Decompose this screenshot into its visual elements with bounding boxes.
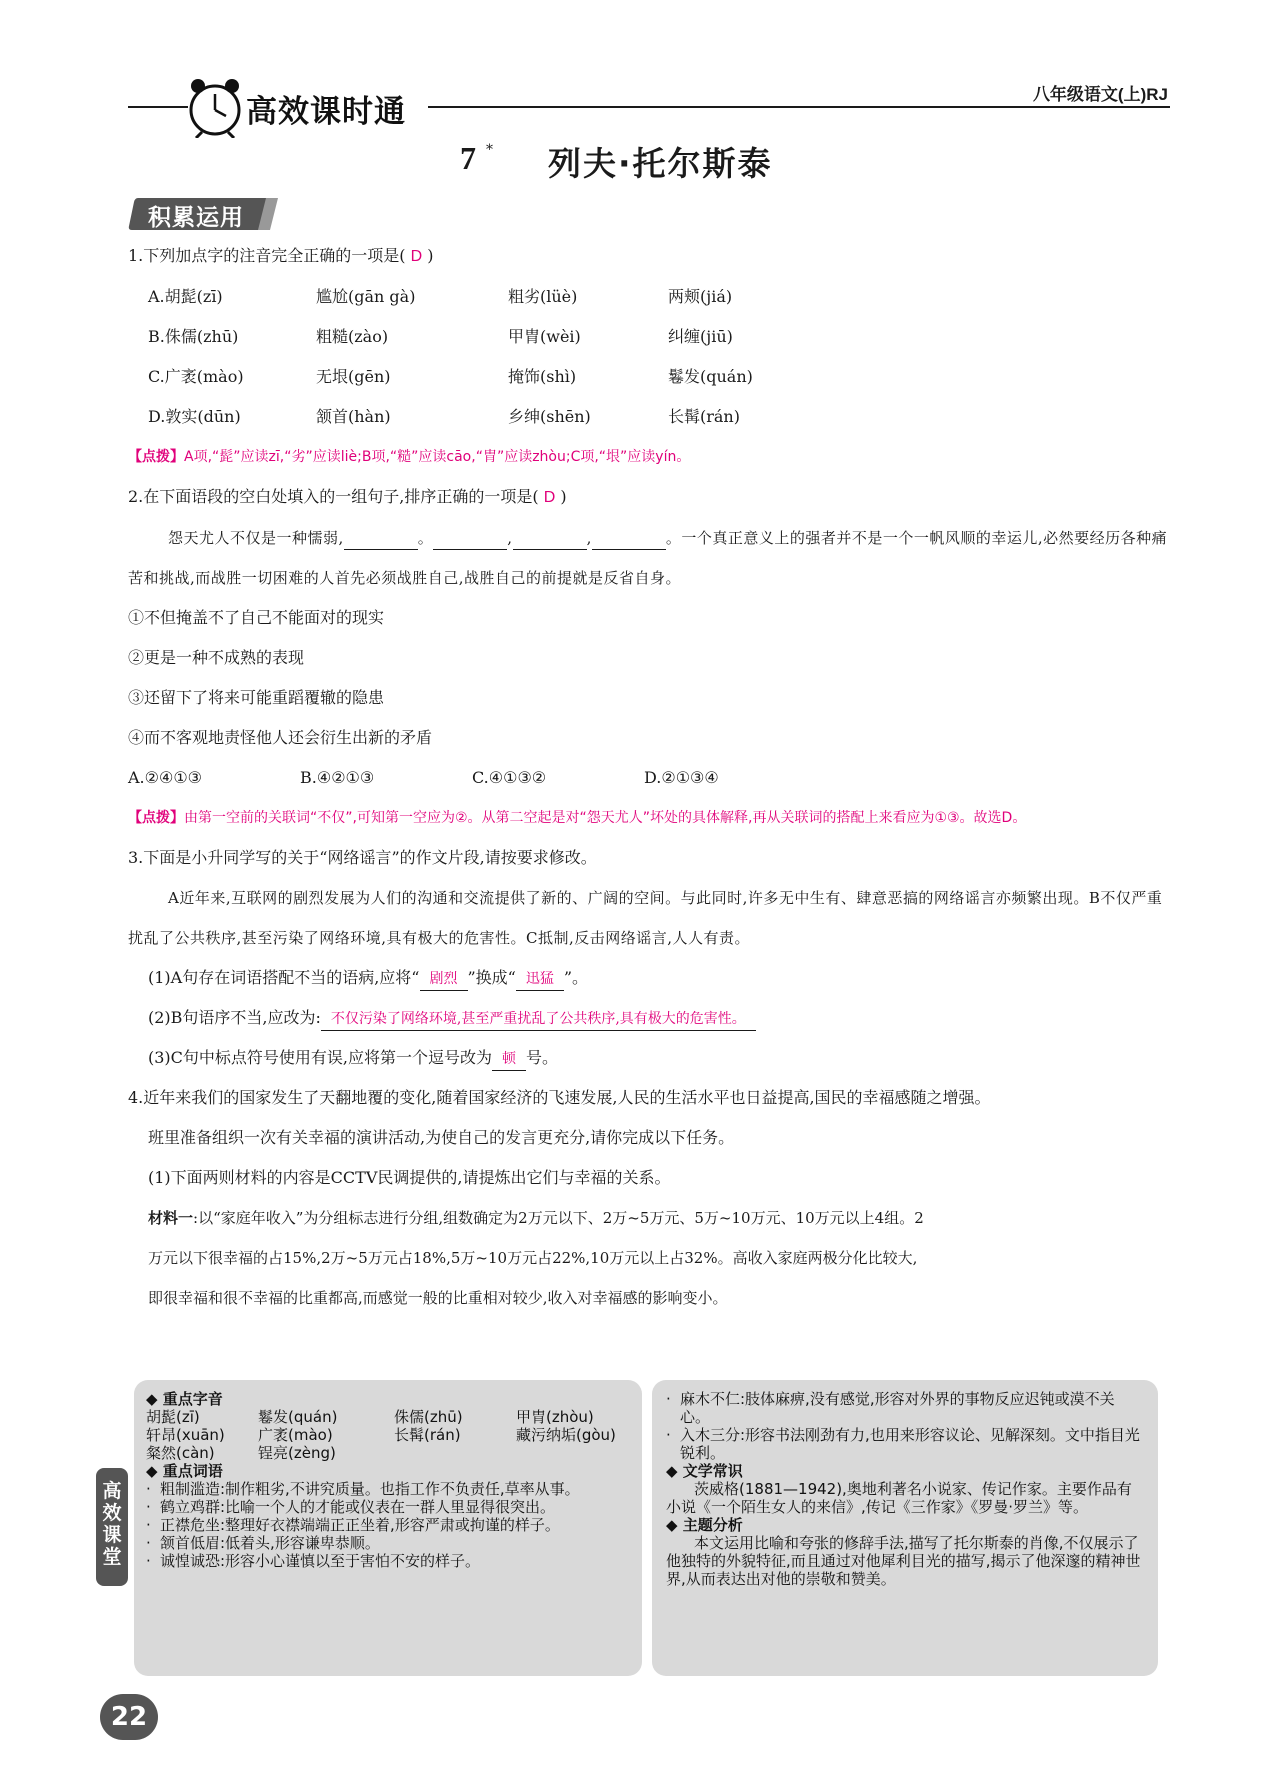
question-3-stem: 3.下面是小升同学写的关于“网络谣言”的作文片段,请按要求修改。	[128, 848, 597, 867]
question-1-option-row: D.敦实(dūn) 颔首(hàn) 乡绅(shēn) 长髯(rán)	[148, 407, 740, 426]
question-4-stem-cont: 班里准备组织一次有关幸福的演讲活动,为使自己的发言更充分,请你完成以下任务。	[148, 1128, 735, 1147]
literature-text: 茨威格(1881—1942),奥地利著名小说家、传记作家。主要作品有小说《一个陌生女人的来信》,传记《三作家》《罗曼·罗兰》等。	[666, 1480, 1132, 1516]
question-1-answer: D	[410, 248, 423, 265]
heading-literature: ◆ 文学常识	[666, 1462, 1144, 1480]
question-1-tip: 【点拨】A项,“髭”应读zī,“劣”应读liè;B项,“糙”应读cāo,“胄”应读zhòu;C项,“垠”应读yín。	[128, 449, 691, 465]
question-3-sub-1: (1)A句存在词语搭配不当的语病,应将“ 剧烈 ”换成“ 迅猛 ”。	[128, 958, 1170, 998]
question-1-stem: 1.下列加点字的注音完全正确的一项是( D )	[128, 246, 434, 265]
alarm-clock-icon	[186, 74, 244, 138]
lesson-number: 7	[460, 140, 476, 176]
question-1-option-row: A.胡髭(zī) 尴尬(gān gà) 粗劣(lüè) 两颊(jiá)	[148, 287, 733, 306]
heading-theme: ◆ 主题分析	[666, 1516, 1144, 1534]
page-number: 22	[100, 1694, 158, 1740]
header-rule-right	[428, 106, 1170, 108]
knowledge-box-right	[652, 1380, 1158, 1676]
lesson-title: 列夫·托尔斯泰	[548, 144, 773, 183]
question-4-sub-1: (1)下面两则材料的内容是CCTV民调提供的,请提炼出它们与幸福的关系。	[148, 1168, 671, 1187]
list-item: · 入木三分:形容书法刚劲有力,也用来形容议论、见解深刻。文中指目光锐利。	[666, 1426, 1144, 1462]
question-3-sub-2: (2)B句语序不当,应改为: 不仅污染了网络环境,甚至严重扰乱了公共秩序,具有极大的危害性。	[128, 998, 1170, 1038]
question-2-sentence: ①不但掩盖不了自己不能面对的现实	[128, 608, 385, 627]
question-2-sentence: ④而不客观地责怪他人还会衍生出新的矛盾	[128, 728, 433, 747]
heading-pronunciation: ◆ 重点字音	[146, 1390, 630, 1408]
knowledge-box-left	[134, 1380, 642, 1676]
list-item: · 诚惶诚恐:形容小心谨慎以至于害怕不安的样子。	[146, 1552, 630, 1570]
question-1-option-row: C.广袤(mào) 无垠(gēn) 掩饰(shì) 鬈发(quán)	[148, 367, 753, 386]
question-2-tip: 【点拨】由第一空前的关联词“不仅”,可知第一空应为②。从第二空起是对“怨天尤人”坏处的具体解释,再从关联词的搭配上来看应为①③。故选D。	[128, 810, 1027, 826]
key-words-list-cont	[666, 1390, 1144, 1462]
header-rule-left	[128, 106, 188, 108]
side-tab: 高效课堂	[96, 1468, 128, 1586]
question-3-sub-3: (3)C句中标点符号使用有误,应将第一个逗号改为 顿 号。	[128, 1038, 1170, 1078]
list-item: · 颔首低眉:低着头,形容谦卑恭顺。	[146, 1534, 630, 1552]
pronunciation-grid: 胡髭(zī) 鬈发(quán) 侏儒(zhū) 甲胄(zhòu) 轩昂(xuān) 广袤(mào) 长髯(rán) 藏污纳垢(gòu) 粲然(càn) 锃亮(zèng)	[146, 1408, 616, 1462]
book-label: 八年级语文(上)RJ	[1032, 85, 1168, 104]
question-2-answer: D	[543, 489, 556, 506]
brand-logo-text: 高效课时通	[246, 94, 406, 130]
list-item: · 粗制滥造:制作粗劣,不讲究质量。也指工作不负责任,草率从事。	[146, 1480, 630, 1498]
question-2-choices: A.②④①③ B.④②①③ C.④①③② D.②①③④	[128, 768, 719, 787]
lesson-star: *	[486, 142, 493, 158]
question-2-passage: 怨天尤人不仅是一种懦弱, 。 , , 。一个真正意义上的强者并不是一个一帆风顺的幸运儿,必然要经历各种痛苦和挑战,而战胜一切困难的人首先必须战胜自己,战胜自己的前提就是反省自身。	[128, 529, 1168, 587]
theme-text: 本文运用比喻和夸张的修辞手法,描写了托尔斯泰的肖像,不仅展示了他独特的外貌特征,而且通过对他犀利目光的描写,揭示了他深邃的精神世界,从而表达出对他的崇敬和赞美。	[666, 1534, 1141, 1588]
list-item: · 正襟危坐:整理好衣襟端端正正坐着,形容严肃或拘谨的样子。	[146, 1516, 630, 1534]
section-tag-label: 积累运用	[148, 205, 244, 231]
question-3-passage: A近年来,互联网的剧烈发展为人们的沟通和交流提供了新的、广阔的空间。与此同时,许多无中生有、肆意恶搞的网络谣言亦频繁出现。B不仅严重扰乱了公共秩序,甚至污染了网络环境,具有极大的危害性。C抵制,反击网络谣言,人人有责。	[128, 889, 1163, 947]
question-4-stem: 4.近年来我们的国家发生了天翻地覆的变化,随着国家经济的飞速发展,人民的生活水平也日益提高,国民的幸福感随之增强。	[128, 1088, 991, 1107]
question-2-stem: 2.在下面语段的空白处填入的一组句子,排序正确的一项是( D )	[128, 487, 567, 506]
key-words-list	[146, 1480, 630, 1570]
list-item: · 麻木不仁:肢体麻痹,没有感觉,形容对外界的事物反应迟钝或漠不关心。	[666, 1390, 1144, 1426]
main-content	[128, 236, 1170, 1318]
question-2-sentence: ③还留下了将来可能重蹈覆辙的隐患	[128, 688, 385, 707]
heading-key-words: ◆ 重点词语	[146, 1462, 630, 1480]
question-1-option-row: B.侏儒(zhū) 粗糙(zào) 甲胄(wèi) 纠缠(jiū)	[148, 327, 733, 346]
material-1: 材料一:以“家庭年收入”为分组标志进行分组,组数确定为2万元以下、2万~5万元、5万~10万元、10万元以上4组。2 万元以下很幸福的占15%,2万~5万元占18%,5万~10万元占22%,10万元以上占32%。高收入家庭两极分化比较大, 即很幸福和很不幸福的比重都高,而感觉一般的比重相对较少,收入对幸福感的影响变小。	[148, 1209, 924, 1307]
list-item: · 鹤立鸡群:比喻一个人的才能或仪表在一群人里显得很突出。	[146, 1498, 630, 1516]
question-2-sentence: ②更是一种不成熟的表现	[128, 648, 305, 667]
